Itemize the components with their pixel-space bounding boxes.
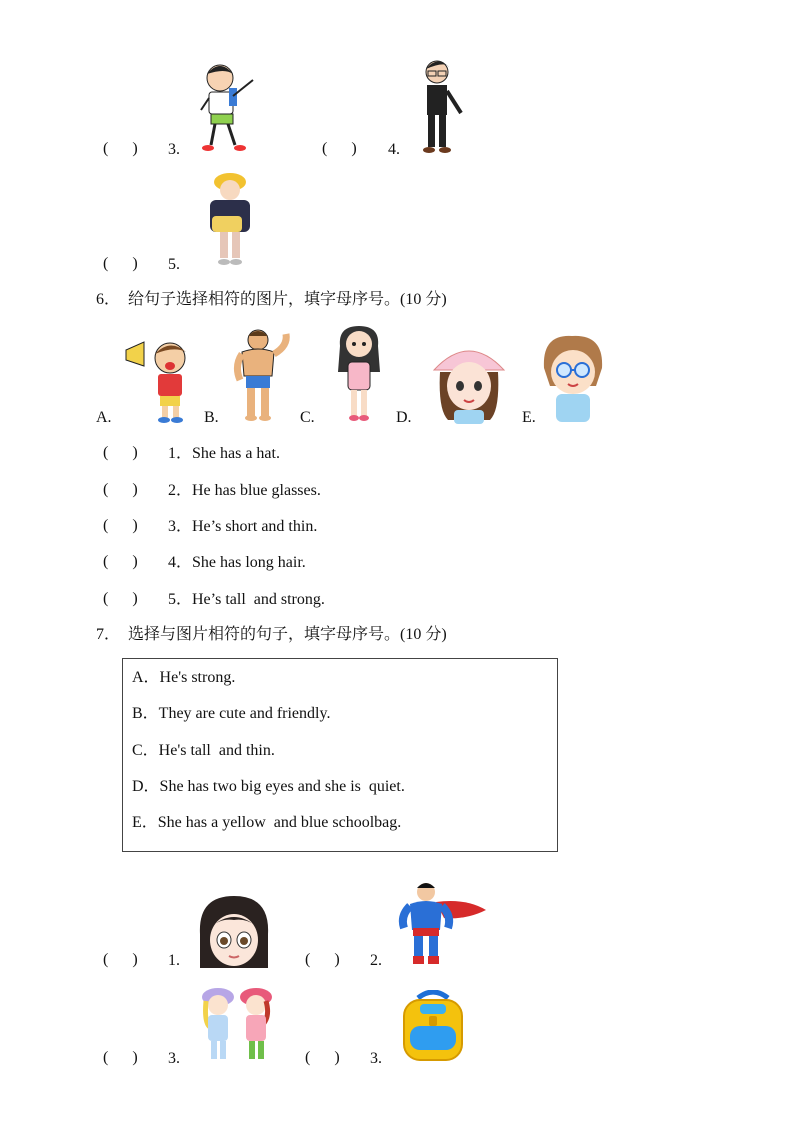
answer-blank[interactable]: ( ) bbox=[103, 553, 138, 570]
item-number: 4. bbox=[388, 141, 400, 158]
item-number: 3. bbox=[370, 1050, 382, 1067]
tall-thin-man-picture bbox=[415, 55, 467, 155]
item-number: 3. bbox=[168, 141, 180, 158]
answer-blank[interactable]: ( ) bbox=[103, 140, 138, 157]
answer-blank[interactable]: ( ) bbox=[305, 1049, 340, 1066]
boy-waving-picture bbox=[195, 60, 257, 155]
boy-with-megaphone-picture bbox=[124, 338, 198, 424]
option-letter-e: E. bbox=[522, 409, 536, 426]
two-cute-girls-picture bbox=[196, 983, 278, 1065]
girl-with-pink-hat-picture bbox=[428, 336, 510, 426]
answer-blank[interactable]: ( ) bbox=[103, 1049, 138, 1066]
boy-with-blue-glasses-picture bbox=[538, 334, 608, 424]
superhero-picture bbox=[396, 880, 488, 968]
option-letter-b: B. bbox=[204, 409, 219, 426]
q7-option: C．He's tall and thin. bbox=[132, 742, 275, 759]
q7-option: A．He's strong. bbox=[132, 669, 236, 686]
q6-sentence: 4．She has long hair. bbox=[168, 554, 306, 571]
item-number: 2. bbox=[370, 952, 382, 969]
girl-with-big-eyes-picture bbox=[196, 894, 272, 968]
item-number: 1. bbox=[168, 952, 180, 969]
option-letter-d: D. bbox=[396, 409, 412, 426]
yellow-blue-schoolbag-picture bbox=[398, 990, 468, 1064]
item-number: 5. bbox=[168, 256, 180, 273]
q6-sentence: 3．He’s short and thin. bbox=[168, 518, 318, 535]
answer-blank[interactable]: ( ) bbox=[103, 481, 138, 498]
option-letter-a: A. bbox=[96, 409, 112, 426]
q7-option: B．They are cute and friendly. bbox=[132, 705, 331, 722]
q7-option: E．She has a yellow and blue schoolbag. bbox=[132, 814, 402, 831]
answer-blank[interactable]: ( ) bbox=[322, 140, 357, 157]
question-6-heading: 6． 给句子选择相符的图片，填字母序号。(10 分) bbox=[96, 291, 447, 308]
strong-man-picture bbox=[232, 326, 294, 424]
option-letter-c: C. bbox=[300, 409, 315, 426]
item-number: 3. bbox=[168, 1050, 180, 1067]
question-7-heading: 7． 选择与图片相符的句子，填字母序号。(10 分) bbox=[96, 626, 447, 643]
q6-sentence: 2．He has blue glasses. bbox=[168, 482, 321, 499]
answer-blank[interactable]: ( ) bbox=[103, 951, 138, 968]
q6-sentence: 1．She has a hat. bbox=[168, 445, 280, 462]
answer-blank[interactable]: ( ) bbox=[103, 255, 138, 272]
answer-blank[interactable]: ( ) bbox=[305, 951, 340, 968]
q6-sentence: 5．He’s tall and strong. bbox=[168, 591, 325, 608]
answer-blank[interactable]: ( ) bbox=[103, 590, 138, 607]
answer-blank[interactable]: ( ) bbox=[103, 517, 138, 534]
girl-with-yellow-hat-picture bbox=[198, 170, 260, 270]
q7-option: D．She has two big eyes and she is quiet. bbox=[132, 778, 405, 795]
answer-blank[interactable]: ( ) bbox=[103, 444, 138, 461]
girl-with-long-hair-picture bbox=[330, 324, 388, 424]
